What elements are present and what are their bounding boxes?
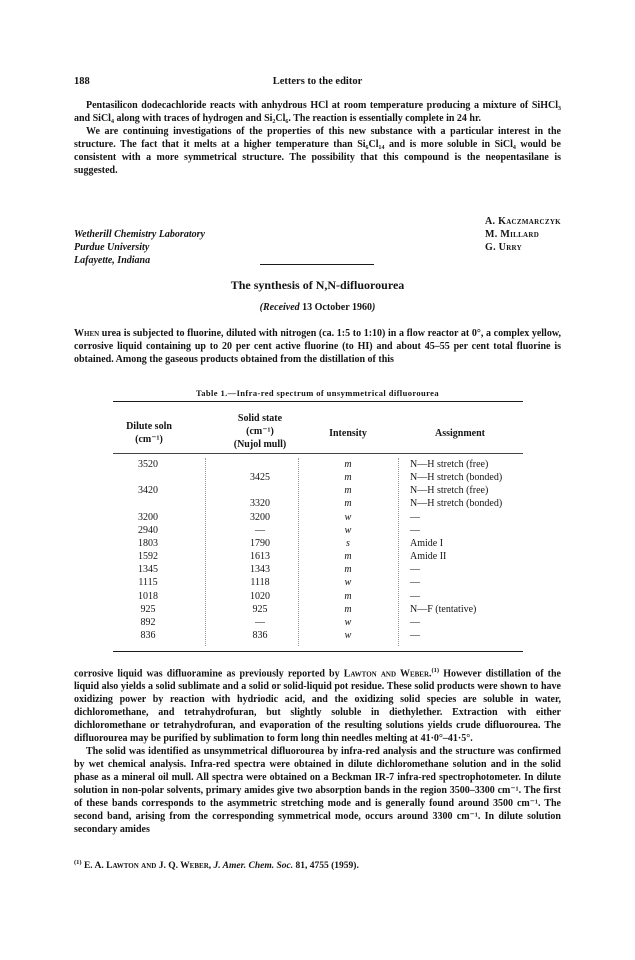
column-divider xyxy=(298,458,299,646)
cell-intensity: m xyxy=(344,590,352,602)
cell-dilute-soln: 1115 xyxy=(138,577,158,589)
header-intensity: Intensity xyxy=(329,428,367,439)
footnote: $^{(1)}$ E. A. Lawton and J. Q. Weber, J. Amer. Chem. Soc. 81, 4755 (1959). xyxy=(74,859,359,872)
cell-solid-state: 3425 xyxy=(250,472,270,484)
citation: Lawton and Weber. xyxy=(343,668,432,680)
cell-dilute-soln: 836 xyxy=(140,629,156,641)
cell-intensity: w xyxy=(344,511,352,523)
cell-assignment: — xyxy=(410,524,420,536)
author-name: G. Urry xyxy=(485,242,523,253)
cell-intensity: m xyxy=(344,459,352,470)
intro-paragraph xyxy=(74,327,561,366)
cell-intensity: w xyxy=(344,616,352,628)
cell-dilute-soln: 1803 xyxy=(138,537,158,549)
author-list xyxy=(485,215,561,254)
header-dilute-soln: Dilute soln (cm⁻¹) xyxy=(126,421,172,445)
cell-assignment: N—F (tentative) xyxy=(410,603,477,615)
table-header-rule xyxy=(113,453,523,454)
discussion-paragraph-2: The solid was identified as unsymmetrical difluorourea by infra-red analysis and the structure was confirmed by wet chemical analysis. Infra-red spectra were obtained in dilute dichloromethane solution and in the solid phase as a mineral oil mull. All spectra were obtained on a Beckman IR-7 infra-red spectrophotometer. In dilute solution in non-polar solvents, primary amides give two absorption bands in the region 3500–3300 cm⁻¹. The first of these bands corresponds to the asymmetric stretching mode and is generally found around 3500 cm⁻¹. The second band, arising from the corresponding symmetrical mode, occurs around 3300 cm⁻¹. In dilute solution secondary amides xyxy=(74,746,561,836)
cell-intensity: m xyxy=(344,498,352,510)
cell-solid-state: — xyxy=(255,616,265,628)
cell-intensity: m xyxy=(344,551,352,563)
author-name: M. Millard xyxy=(485,229,540,240)
cell-dilute-soln: 925 xyxy=(140,603,156,615)
continued-letter-text xyxy=(74,99,561,177)
cell-intensity: w xyxy=(344,524,352,536)
cell-intensity: m xyxy=(344,564,352,576)
received-date: (Received 13 October 1960) xyxy=(259,302,376,313)
cell-solid-state: 1118 xyxy=(250,577,270,589)
cell-dilute-soln: 892 xyxy=(140,616,156,628)
cell-dilute-soln: 2940 xyxy=(138,524,158,536)
cell-dilute-soln: 3520 xyxy=(138,459,158,470)
running-title: Letters to the editor xyxy=(272,76,363,87)
intro-lead-word: When xyxy=(74,328,100,339)
cell-solid-state: 3200 xyxy=(250,511,270,523)
cell-dilute-soln: 1345 xyxy=(138,564,158,576)
affiliation-line: Purdue University xyxy=(74,242,150,253)
cell-dilute-soln: 1018 xyxy=(138,590,158,602)
reference-marker: (1) xyxy=(431,667,440,674)
cell-assignment: — xyxy=(410,590,420,602)
cell-assignment: Amide II xyxy=(410,551,447,563)
page-number: 188 xyxy=(74,76,90,87)
cell-solid-state: 836 xyxy=(252,629,268,641)
affiliation-line: Wetherill Chemistry Laboratory xyxy=(74,229,205,240)
cell-solid-state: 3320 xyxy=(250,498,270,510)
table-top-rule xyxy=(113,401,523,402)
cell-solid-state: — xyxy=(255,524,265,536)
affiliation-line: Lafayette, Indiana xyxy=(74,255,151,266)
table-caption: Table 1.—Infra-red spectrum of unsymmetrical difluorourea xyxy=(195,388,439,398)
cell-assignment: N—H stretch (free) xyxy=(410,459,489,470)
cell-dilute-soln: 3200 xyxy=(138,511,158,523)
cell-intensity: s xyxy=(346,537,350,549)
cell-assignment: Amide I xyxy=(410,537,444,549)
continued-paragraph-2: We are continuing investigations of the properties of this new substance with a particular interest in the structure. The fact that it melts at a higher temperature than Si₆Cl₁₄ and is more soluble in SiCl₄ would be consistent with a more symmetrical structure. The possibility that this compound is the neopentasilane is suggested. xyxy=(74,126,561,176)
cell-assignment: — xyxy=(410,616,420,628)
cell-intensity: m xyxy=(344,603,352,615)
article-title: The synthesis of N,N-difluorourea xyxy=(230,278,405,292)
cell-assignment: — xyxy=(410,629,420,641)
cell-solid-state: 1790 xyxy=(250,537,270,549)
column-divider xyxy=(205,458,206,646)
header-solid-state: Solid state (cm⁻¹) (Nujol mull) xyxy=(233,413,287,450)
cell-intensity: m xyxy=(344,485,352,497)
continued-paragraph-1: Pentasilicon dodecachloride reacts with anhydrous HCl at room temperature producing a mixture of SiHCl₃ and SiCl₄ along with traces of hydrogen and Si₂Cl₆. The reaction is essentially complete in 24 hr. xyxy=(74,100,561,124)
cell-assignment: N—H stretch (bonded) xyxy=(410,472,503,484)
cell-intensity: m xyxy=(344,472,352,484)
cell-assignment: N—H stretch (bonded) xyxy=(410,498,503,510)
column-divider xyxy=(398,458,399,646)
cell-assignment: — xyxy=(410,564,420,576)
author-name: A. Kaczmarczyk xyxy=(485,216,561,227)
letter-separator-rule xyxy=(260,264,374,265)
cell-assignment: — xyxy=(410,577,420,589)
intro-text: urea is subjected to fluorine, diluted with nitrogen (ca. 1:5 to 1:10) in a flow reactor at 0°, a complex yellow, corrosive liquid containing up to 20 per cent active fluorine (to HI) and about 45–55 per cent total fluorine is obtained. Among the gaseous products obtained from the distillation of this xyxy=(74,328,561,365)
discussion-text xyxy=(74,664,561,836)
cell-dilute-soln: 3420 xyxy=(138,485,158,497)
cell-solid-state: 1020 xyxy=(250,590,270,602)
header-assignment: Assignment xyxy=(434,428,485,439)
table-bottom-rule xyxy=(113,651,523,652)
cell-assignment: — xyxy=(410,511,420,523)
cell-solid-state: 925 xyxy=(252,603,268,615)
cell-intensity: w xyxy=(344,629,352,641)
cell-solid-state: 1613 xyxy=(250,551,270,563)
cell-intensity: w xyxy=(344,577,352,589)
cell-assignment: N—H stretch (free) xyxy=(410,485,489,497)
cell-solid-state: 1343 xyxy=(250,564,270,576)
discussion-paragraph-1: corrosive liquid was difluoramine as previously reported by Lawton and Weber.$^{(1)}$ However distillation of the liquid also yields a solid sublimate and a solid or solid-liquid pot residue. These solid products were shown to have oxidizing power by reaction with hydriodic acid, and the oxidizing solid species are soluble in water, dichloromethane, and tetrahydrofuran, but slightly soluble in diethylether. Extraction with either dichloromethane or tetrahydrofuran, and evaporation of the resulting solutions yields crude difluorourea. The difluorourea may be purified by sublimation to form long thin needles melting at 41·0°–41·5°. xyxy=(74,667,561,745)
affiliation xyxy=(74,228,205,267)
cell-dilute-soln: 1592 xyxy=(138,551,158,563)
